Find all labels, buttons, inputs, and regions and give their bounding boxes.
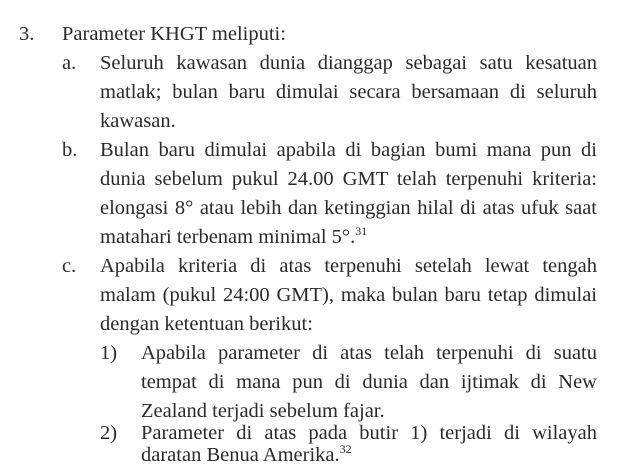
subitem-b-line-1: Bulan baru dimulai apabila di bagian bumi mana pun di [100,139,597,161]
footnote-ref-31: 31 [355,224,368,239]
subitem-b-marker: b. [62,139,78,161]
subitem-c2-line-2-text: daratan Benua Amerika. [141,444,340,466]
subitem-b-line-3: elongasi 8° atau lebih dan ketinggian hilal di atas ufuk saat [100,197,597,219]
subitem-c-line-1: Apabila kriteria di atas terpenuhi setelah lewat tengah [100,255,597,277]
subitem-c-line-3: dengan ketentuan berikut: [100,313,313,335]
item-heading: Parameter KHGT meliputi: [62,23,286,45]
subitem-b-line-4 [100,225,367,249]
subitem-b-line-2: dunia sebelum pukul 24.00 GMT telah terpenuhi kriteria: [100,168,597,190]
subitem-c1-line-3: Zealand terjadi sebelum fajar. [141,400,385,422]
subitem-c2-line-2 [141,443,352,467]
subitem-c-line-2: malam (pukul 24:00 GMT), maka bulan baru tetap dimulai [100,284,597,306]
subitem-b-line-4-text: matahari terbenam minimal 5°. [100,226,356,248]
subitem-a-line-2: matlak; bulan baru dimulai secara bersamaan di seluruh [100,81,597,103]
subitem-a-line-3: kawasan. [100,110,176,132]
subitem-c1-marker: 1) [100,342,118,364]
subitem-a-line-1: Seluruh kawasan dunia dianggap sebagai satu kesatuan [100,52,597,74]
subitem-c2-line-1: Parameter di atas pada butir 1) terjadi di wilayah [141,422,597,444]
subitem-c2-marker: 2) [100,422,118,444]
footnote-ref-32: 32 [339,442,352,457]
item-number: 3. [19,23,35,45]
subitem-c-marker: c. [62,255,77,277]
subitem-a-marker: a. [62,52,77,74]
subitem-c1-line-1: Apabila parameter di atas telah terpenuhi di suatu [141,342,597,364]
subitem-c1-line-2: tempat di mana pun di dunia dan ijtimak di New [141,371,597,393]
